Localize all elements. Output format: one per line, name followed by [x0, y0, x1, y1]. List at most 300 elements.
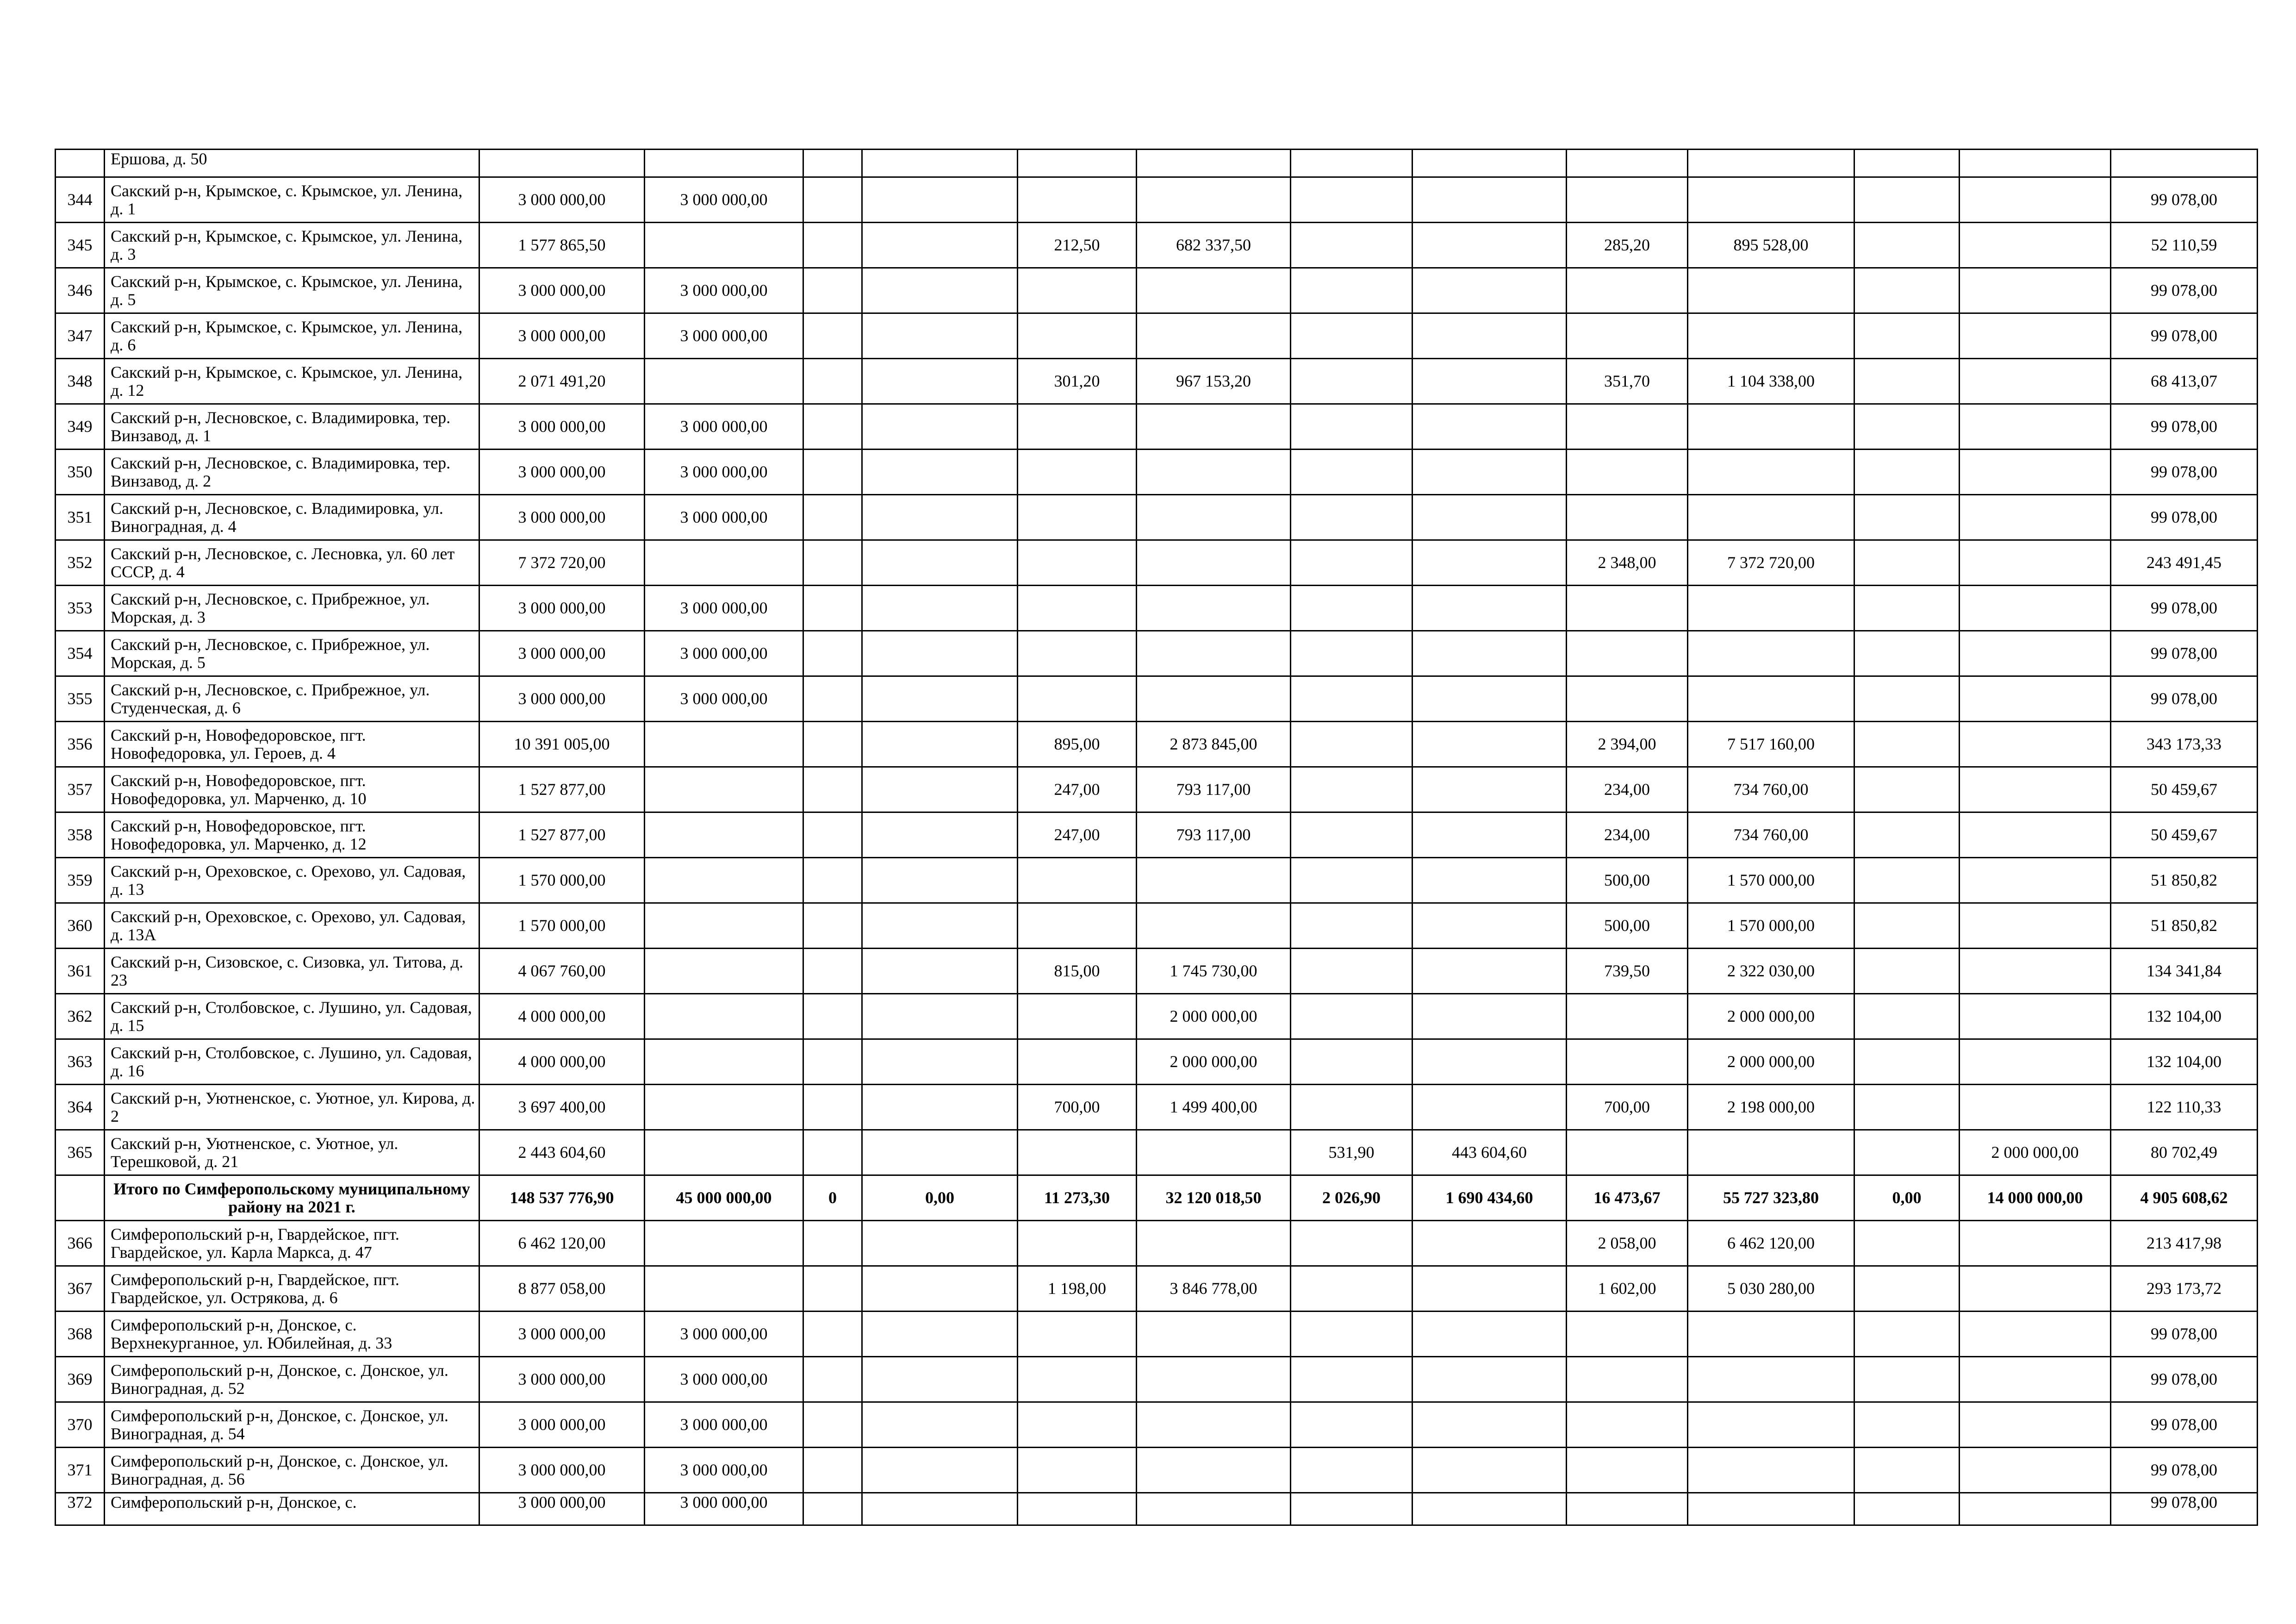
address-cell: Сакский р-н, Столбовское, с. Лушино, ул. Садовая, д. 15 — [105, 994, 479, 1039]
value-cell: 5 030 280,00 — [1688, 1266, 1854, 1312]
address-cell: Сакский р-н, Сизовское, с. Сизовка, ул. Титова, д. 23 — [105, 949, 479, 994]
value-cell — [862, 631, 1018, 676]
value-cell: 3 000 000,00 — [479, 313, 645, 359]
value-cell — [1688, 676, 1854, 722]
table-row — [56, 722, 2258, 767]
value-cell — [862, 1085, 1018, 1130]
value-cell: 2 443 604,60 — [479, 1130, 645, 1175]
value-cell: 132 104,00 — [2111, 994, 2258, 1039]
value-cell: 3 000 000,00 — [479, 676, 645, 722]
value-cell — [1960, 150, 2111, 177]
value-cell — [1291, 404, 1412, 450]
value-cell — [1018, 586, 1137, 631]
value-cell: 0,00 — [1854, 1175, 1960, 1221]
address-cell: Ершова, д. 50 — [105, 150, 479, 177]
value-cell — [645, 1039, 803, 1085]
value-cell — [1412, 495, 1567, 540]
value-cell — [803, 586, 862, 631]
value-cell — [1412, 1448, 1567, 1493]
value-cell — [1960, 1402, 2111, 1448]
value-cell — [1854, 631, 1960, 676]
value-cell: 234,00 — [1567, 812, 1688, 858]
value-cell — [1018, 1402, 1137, 1448]
value-cell — [803, 1130, 862, 1175]
row-number: 349 — [56, 404, 105, 450]
value-cell — [1854, 1266, 1960, 1312]
value-cell — [1137, 1448, 1291, 1493]
value-cell — [803, 676, 862, 722]
value-cell: 734 760,00 — [1688, 767, 1854, 812]
value-cell — [1018, 540, 1137, 586]
value-cell — [803, 313, 862, 359]
value-cell: 2 198 000,00 — [1688, 1085, 1854, 1130]
value-cell — [1688, 177, 1854, 223]
value-cell — [803, 1357, 862, 1402]
value-cell — [1854, 540, 1960, 586]
value-cell — [1688, 1402, 1854, 1448]
value-cell — [1291, 1448, 1412, 1493]
value-cell: 51 850,82 — [2111, 903, 2258, 949]
value-cell: 4 067 760,00 — [479, 949, 645, 994]
value-cell — [1412, 1493, 1567, 1525]
value-cell — [1412, 1221, 1567, 1266]
value-cell — [1291, 994, 1412, 1039]
value-cell: 793 117,00 — [1137, 812, 1291, 858]
value-cell: 2 000 000,00 — [1688, 994, 1854, 1039]
value-cell — [1412, 1357, 1567, 1402]
value-cell — [1960, 1039, 2111, 1085]
value-cell — [1018, 150, 1137, 177]
table-row — [56, 359, 2258, 404]
address-cell: Сакский р-н, Уютненское, с. Уютное, ул. Терешковой, д. 21 — [105, 1130, 479, 1175]
value-cell — [1137, 150, 1291, 177]
value-cell — [803, 450, 862, 495]
value-cell — [1567, 586, 1688, 631]
row-number: 363 — [56, 1039, 105, 1085]
row-number: 356 — [56, 722, 105, 767]
value-cell — [1018, 1130, 1137, 1175]
value-cell — [1854, 404, 1960, 450]
table-row — [56, 1085, 2258, 1130]
value-cell — [1854, 1312, 1960, 1357]
value-cell: 2 873 845,00 — [1137, 722, 1291, 767]
value-cell: 7 372 720,00 — [1688, 540, 1854, 586]
value-cell — [862, 586, 1018, 631]
value-cell — [1960, 949, 2111, 994]
row-number: 362 — [56, 994, 105, 1039]
value-cell — [1854, 858, 1960, 903]
value-cell: 443 604,60 — [1412, 1130, 1567, 1175]
address-cell: Сакский р-н, Крымское, с. Крымское, ул. Ленина, д. 3 — [105, 223, 479, 268]
value-cell — [1291, 495, 1412, 540]
value-cell — [645, 994, 803, 1039]
value-cell — [1854, 150, 1960, 177]
row-number: 346 — [56, 268, 105, 313]
value-cell: 2 000 000,00 — [1137, 1039, 1291, 1085]
value-cell: 3 000 000,00 — [645, 313, 803, 359]
value-cell — [862, 722, 1018, 767]
value-cell: 531,90 — [1291, 1130, 1412, 1175]
value-cell — [1412, 1266, 1567, 1312]
address-cell: Сакский р-н, Лесновское, с. Прибрежное, ул. Студенческая, д. 6 — [105, 676, 479, 722]
value-cell — [1960, 994, 2111, 1039]
table-row — [56, 1357, 2258, 1402]
value-cell — [862, 450, 1018, 495]
value-cell: 99 078,00 — [2111, 404, 2258, 450]
row-number: 359 — [56, 858, 105, 903]
value-cell: 3 000 000,00 — [645, 676, 803, 722]
value-cell: 1 577 865,50 — [479, 223, 645, 268]
table-row — [56, 1312, 2258, 1357]
value-cell: 3 000 000,00 — [645, 1402, 803, 1448]
value-cell — [1960, 1312, 2111, 1357]
table-row — [56, 268, 2258, 313]
value-cell: 2 348,00 — [1567, 540, 1688, 586]
value-cell — [645, 949, 803, 994]
value-cell: 3 000 000,00 — [645, 1493, 803, 1525]
value-cell: 682 337,50 — [1137, 223, 1291, 268]
address-cell: Сакский р-н, Лесновское, с. Прибрежное, ул. Морская, д. 5 — [105, 631, 479, 676]
value-cell — [1018, 1221, 1137, 1266]
value-cell: 293 173,72 — [2111, 1266, 2258, 1312]
value-cell: 3 000 000,00 — [645, 177, 803, 223]
value-cell: 99 078,00 — [2111, 586, 2258, 631]
value-cell: 3 000 000,00 — [479, 1448, 645, 1493]
value-cell: 3 000 000,00 — [479, 586, 645, 631]
value-cell — [1688, 313, 1854, 359]
address-cell: Симферопольский р-н, Донское, с. Верхнекурганное, ул. Юбилейная, д. 33 — [105, 1312, 479, 1357]
table-row — [56, 858, 2258, 903]
value-cell — [862, 268, 1018, 313]
value-cell: 700,00 — [1567, 1085, 1688, 1130]
value-cell: 132 104,00 — [2111, 1039, 2258, 1085]
value-cell — [645, 540, 803, 586]
row-number: 353 — [56, 586, 105, 631]
value-cell — [1412, 268, 1567, 313]
value-cell — [1018, 495, 1137, 540]
value-cell — [1688, 268, 1854, 313]
address-cell: Симферопольский р-н, Донское, с. Донское, ул. Виноградная, д. 52 — [105, 1357, 479, 1402]
value-cell — [862, 1266, 1018, 1312]
value-cell — [803, 994, 862, 1039]
row-number: 364 — [56, 1085, 105, 1130]
value-cell: 2 071 491,20 — [479, 359, 645, 404]
value-cell — [1567, 1357, 1688, 1402]
value-cell — [1960, 903, 2111, 949]
value-cell — [803, 949, 862, 994]
table-row — [56, 767, 2258, 812]
value-cell: 0,00 — [862, 1175, 1018, 1221]
address-cell: Симферопольский р-н, Гвардейское, пгт. Гвардейское, ул. Острякова, д. 6 — [105, 1266, 479, 1312]
value-cell — [862, 1312, 1018, 1357]
table-row — [56, 631, 2258, 676]
value-cell — [1854, 676, 1960, 722]
value-cell — [1567, 268, 1688, 313]
table-row — [56, 1448, 2258, 1493]
value-cell: 1 198,00 — [1018, 1266, 1137, 1312]
table-row — [56, 404, 2258, 450]
value-cell — [1412, 903, 1567, 949]
value-cell: 3 000 000,00 — [479, 631, 645, 676]
value-cell — [862, 1130, 1018, 1175]
value-cell — [1018, 994, 1137, 1039]
value-cell — [645, 767, 803, 812]
value-cell — [803, 1266, 862, 1312]
address-cell: Симферопольский р-н, Донское, с. — [105, 1493, 479, 1525]
value-cell — [1688, 1312, 1854, 1357]
value-cell: 815,00 — [1018, 949, 1137, 994]
value-cell — [1960, 540, 2111, 586]
value-cell: 1 570 000,00 — [1688, 858, 1854, 903]
row-number: 357 — [56, 767, 105, 812]
value-cell — [1412, 150, 1567, 177]
value-cell: 99 078,00 — [2111, 1448, 2258, 1493]
row-number — [56, 150, 105, 177]
value-cell — [479, 150, 645, 177]
value-cell: 1 690 434,60 — [1412, 1175, 1567, 1221]
table-row — [56, 812, 2258, 858]
value-cell — [1018, 450, 1137, 495]
value-cell — [803, 404, 862, 450]
value-cell: 4 000 000,00 — [479, 1039, 645, 1085]
value-cell — [1137, 177, 1291, 223]
value-cell — [1960, 676, 2111, 722]
value-cell — [803, 858, 862, 903]
value-cell — [1412, 767, 1567, 812]
value-cell — [803, 1085, 862, 1130]
value-cell — [1018, 1312, 1137, 1357]
value-cell — [862, 404, 1018, 450]
value-cell — [803, 631, 862, 676]
value-cell — [1960, 1085, 2111, 1130]
value-cell — [1567, 404, 1688, 450]
address-cell: Сакский р-н, Уютненское, с. Уютное, ул. Кирова, д. 2 — [105, 1085, 479, 1130]
value-cell: 1 499 400,00 — [1137, 1085, 1291, 1130]
value-cell: 1 602,00 — [1567, 1266, 1688, 1312]
value-cell — [1412, 994, 1567, 1039]
value-cell — [1137, 404, 1291, 450]
table-row — [56, 177, 2258, 223]
value-cell — [1018, 903, 1137, 949]
value-cell: 1 570 000,00 — [479, 858, 645, 903]
value-cell — [1567, 177, 1688, 223]
value-cell — [1688, 1448, 1854, 1493]
value-cell — [1688, 1357, 1854, 1402]
table-row — [56, 223, 2258, 268]
value-cell — [1567, 1448, 1688, 1493]
value-cell — [645, 150, 803, 177]
value-cell — [803, 1312, 862, 1357]
value-cell — [1412, 1085, 1567, 1130]
value-cell: 700,00 — [1018, 1085, 1137, 1130]
value-cell — [1412, 177, 1567, 223]
value-cell — [1137, 1402, 1291, 1448]
value-cell: 895,00 — [1018, 722, 1137, 767]
value-cell — [1854, 313, 1960, 359]
value-cell — [1412, 676, 1567, 722]
value-cell — [1567, 1130, 1688, 1175]
value-cell — [1567, 495, 1688, 540]
value-cell — [1412, 949, 1567, 994]
value-cell — [1960, 495, 2111, 540]
row-number: 371 — [56, 1448, 105, 1493]
value-cell — [803, 150, 862, 177]
value-cell — [862, 858, 1018, 903]
row-number: 368 — [56, 1312, 105, 1357]
value-cell — [1854, 268, 1960, 313]
value-cell: 99 078,00 — [2111, 313, 2258, 359]
row-number: 344 — [56, 177, 105, 223]
value-cell: 3 000 000,00 — [479, 268, 645, 313]
value-cell: 14 000 000,00 — [1960, 1175, 2111, 1221]
value-cell — [1018, 1357, 1137, 1402]
value-cell: 2 026,90 — [1291, 1175, 1412, 1221]
table-row — [56, 313, 2258, 359]
value-cell — [1567, 1493, 1688, 1525]
value-cell — [862, 949, 1018, 994]
value-cell — [1137, 495, 1291, 540]
value-cell — [1291, 586, 1412, 631]
value-cell — [1960, 223, 2111, 268]
address-cell: Сакский р-н, Лесновское, с. Владимировка, тер. Винзавод, д. 2 — [105, 450, 479, 495]
value-cell: 2 322 030,00 — [1688, 949, 1854, 994]
total-row — [56, 1175, 2258, 1221]
value-cell: 3 000 000,00 — [645, 631, 803, 676]
address-cell: Симферопольский р-н, Гвардейское, пгт. Гвардейское, ул. Карла Маркса, д. 47 — [105, 1221, 479, 1266]
value-cell — [1960, 1448, 2111, 1493]
value-cell: 7 372 720,00 — [479, 540, 645, 586]
value-cell: 1 570 000,00 — [479, 903, 645, 949]
row-number: 352 — [56, 540, 105, 586]
value-cell — [1854, 177, 1960, 223]
value-cell — [645, 812, 803, 858]
value-cell — [1137, 1130, 1291, 1175]
value-cell — [1412, 223, 1567, 268]
value-cell: 234,00 — [1567, 767, 1688, 812]
value-cell — [1854, 223, 1960, 268]
value-cell — [1137, 1312, 1291, 1357]
value-cell — [1137, 676, 1291, 722]
value-cell — [1688, 586, 1854, 631]
table-body — [56, 150, 2258, 1525]
value-cell — [1412, 858, 1567, 903]
table-row — [56, 540, 2258, 586]
value-cell — [1018, 404, 1137, 450]
value-cell — [645, 903, 803, 949]
address-cell: Сакский р-н, Ореховское, с. Орехово, ул. Садовая, д. 13 — [105, 858, 479, 903]
value-cell: 2 000 000,00 — [1688, 1039, 1854, 1085]
value-cell — [1567, 1312, 1688, 1357]
value-cell: 3 000 000,00 — [645, 495, 803, 540]
value-cell — [862, 994, 1018, 1039]
address-cell: Сакский р-н, Новофедоровское, пгт. Новофедоровка, ул. Марченко, д. 10 — [105, 767, 479, 812]
value-cell — [803, 722, 862, 767]
value-cell — [1688, 450, 1854, 495]
value-cell: 50 459,67 — [2111, 812, 2258, 858]
value-cell — [1291, 1039, 1412, 1085]
value-cell — [1412, 1312, 1567, 1357]
table-row — [56, 150, 2258, 177]
value-cell: 285,20 — [1567, 223, 1688, 268]
value-cell — [803, 495, 862, 540]
value-cell — [1688, 1130, 1854, 1175]
value-cell — [1137, 313, 1291, 359]
value-cell — [1291, 450, 1412, 495]
value-cell: 0 — [803, 1175, 862, 1221]
row-number: 348 — [56, 359, 105, 404]
value-cell: 1 527 877,00 — [479, 767, 645, 812]
value-cell — [1854, 949, 1960, 994]
value-cell — [645, 223, 803, 268]
address-cell: Сакский р-н, Крымское, с. Крымское, ул. Ленина, д. 1 — [105, 177, 479, 223]
value-cell — [1960, 767, 2111, 812]
value-cell — [1018, 1448, 1137, 1493]
value-cell — [1137, 540, 1291, 586]
value-cell — [862, 1402, 1018, 1448]
value-cell — [803, 1493, 862, 1525]
row-number: 354 — [56, 631, 105, 676]
value-cell: 2 000 000,00 — [1137, 994, 1291, 1039]
value-cell — [1291, 1221, 1412, 1266]
value-cell: 10 391 005,00 — [479, 722, 645, 767]
value-cell — [645, 1221, 803, 1266]
value-cell: 500,00 — [1567, 858, 1688, 903]
value-cell — [1960, 1266, 2111, 1312]
row-number: 351 — [56, 495, 105, 540]
value-cell — [1412, 404, 1567, 450]
value-cell: 99 078,00 — [2111, 450, 2258, 495]
value-cell: 51 850,82 — [2111, 858, 2258, 903]
value-cell: 3 000 000,00 — [479, 495, 645, 540]
value-cell — [1412, 540, 1567, 586]
value-cell — [1960, 631, 2111, 676]
value-cell — [803, 223, 862, 268]
table-row — [56, 586, 2258, 631]
value-cell: 6 462 120,00 — [479, 1221, 645, 1266]
value-cell: 134 341,84 — [2111, 949, 2258, 994]
value-cell: 1 527 877,00 — [479, 812, 645, 858]
row-number: 358 — [56, 812, 105, 858]
value-cell — [1854, 767, 1960, 812]
value-cell — [1854, 1221, 1960, 1266]
value-cell: 8 877 058,00 — [479, 1266, 645, 1312]
value-cell — [1291, 150, 1412, 177]
data-table — [55, 149, 2258, 1526]
value-cell — [2111, 150, 2258, 177]
value-cell — [1854, 359, 1960, 404]
value-cell — [1412, 812, 1567, 858]
value-cell — [803, 1448, 862, 1493]
value-cell: 4 905 608,62 — [2111, 1175, 2258, 1221]
value-cell — [1137, 903, 1291, 949]
value-cell — [803, 1402, 862, 1448]
address-cell: Сакский р-н, Новофедоровское, пгт. Новофедоровка, ул. Марченко, д. 12 — [105, 812, 479, 858]
value-cell — [1412, 359, 1567, 404]
value-cell: 80 702,49 — [2111, 1130, 2258, 1175]
value-cell — [1854, 994, 1960, 1039]
value-cell — [862, 676, 1018, 722]
value-cell — [1854, 495, 1960, 540]
value-cell — [1854, 1130, 1960, 1175]
value-cell — [1291, 676, 1412, 722]
value-cell: 99 078,00 — [2111, 495, 2258, 540]
value-cell: 2 394,00 — [1567, 722, 1688, 767]
value-cell — [1567, 994, 1688, 1039]
value-cell: 99 078,00 — [2111, 268, 2258, 313]
value-cell — [862, 540, 1018, 586]
value-cell — [1567, 150, 1688, 177]
value-cell — [645, 722, 803, 767]
